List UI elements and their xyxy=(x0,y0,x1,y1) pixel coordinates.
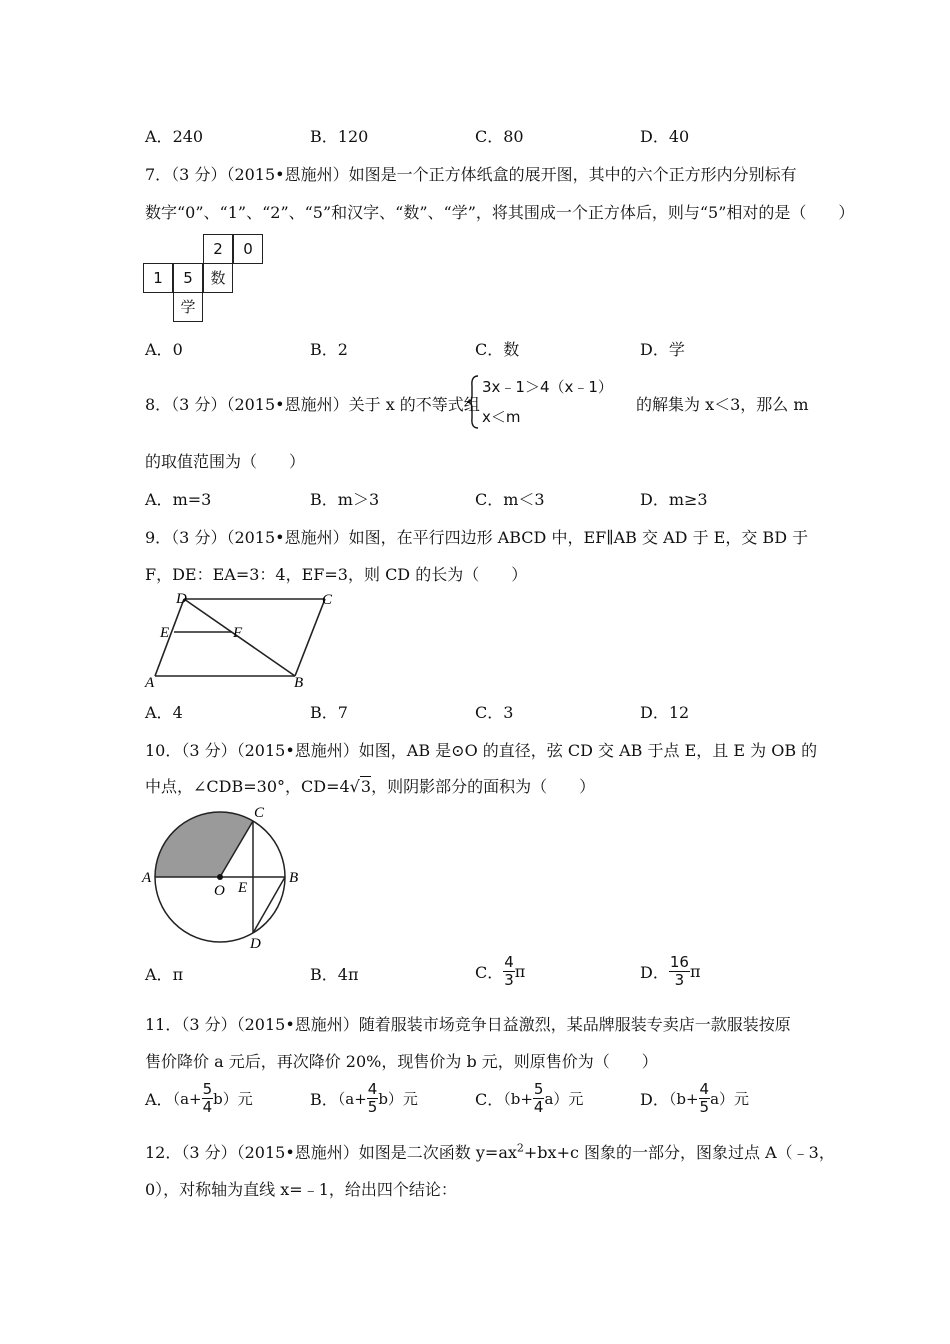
label-c: C xyxy=(254,805,265,821)
q9-option-a: A．4 xyxy=(145,703,183,722)
label-c: C xyxy=(322,592,333,608)
label-b: B xyxy=(294,675,304,691)
inequality-1: 3x﹣1＞4（x﹣1） xyxy=(482,378,613,396)
q6-option-b: B．120 xyxy=(310,127,369,146)
sqrt-radicand: 3 xyxy=(360,777,372,796)
q8-stem-suffix: 的解集为 x＜3，那么 m xyxy=(636,395,809,414)
q12-stem-line1: 12．（3 分）（2015•恩施州）如图是二次函数 $y=ax^2+bx+c$ 图象的一部分，图象过点 A（﹣3， xyxy=(145,1141,835,1162)
q8-option-d: D．m≥3 xyxy=(640,490,708,509)
net-cell-5: 5 xyxy=(173,263,203,293)
q9-option-d: D．12 xyxy=(640,703,690,722)
circle-figure xyxy=(140,800,310,955)
q7-option-a: A．0 xyxy=(145,340,183,359)
q9-stem-line2: F，DE：EA=3：4，EF=3，则 CD 的长为（ ） xyxy=(145,565,528,584)
q8-stem-prefix: 8．（3 分）（2015•恩施州）关于 x 的不等式组 xyxy=(145,395,480,414)
q8-option-c: C．m＜3 xyxy=(475,490,545,509)
q11-option-c: C．（b+ $\frac{5}{4}$ a）元 xyxy=(475,1080,584,1116)
label-b: B xyxy=(289,870,299,886)
q10-stem-line2: 中点，∠CDB=30°，CD=4√3，则阴影部分的面积为（ ） xyxy=(145,777,596,796)
label-e: E xyxy=(160,625,170,641)
q11-option-d: D．（b+ $\frac{4}{5}$ a）元 xyxy=(640,1080,750,1116)
inequality-brace xyxy=(466,374,480,430)
q6-option-a: A．240 xyxy=(145,127,204,146)
parallelogram-figure xyxy=(140,588,340,693)
q6-option-c: C．80 xyxy=(475,127,524,146)
q9-stem-line1: 9．（3 分）（2015•恩施州）如图，在平行四边形 ABCD 中，EF∥AB 交 AD 于 E，交 BD 于 xyxy=(145,528,809,547)
center-dot xyxy=(217,874,223,880)
q10-stem-line1: 10．（3 分）（2015•恩施州）如图，AB 是⊙O 的直径，弦 CD 交 AB 于点 E，且 E 为 OB 的 xyxy=(145,741,818,760)
label-e: E xyxy=(238,880,248,896)
net-cell-shu: 数 xyxy=(203,263,233,293)
q8-option-b: B．m＞3 xyxy=(310,490,380,509)
q12-stem-line2: 0），对称轴为直线 x=﹣1，给出四个结论： xyxy=(145,1180,457,1199)
q11-stem-line2: 售价降价 a 元后，再次降价 20%，现售价为 b 元，则原售价为（ ） xyxy=(145,1052,658,1071)
q11-option-a: A．（a+ $\frac{5}{4}$ b）元 xyxy=(145,1080,253,1116)
net-cell-xue: 学 xyxy=(173,292,203,322)
side-cb xyxy=(295,599,325,676)
q7-option-b: B．2 xyxy=(310,340,348,359)
q11-stem-line1: 11．（3 分）（2015•恩施州）随着服装市场竞争日益激烈，某品牌服装专卖店一款服装按原 xyxy=(145,1015,791,1034)
q11-option-b: B．（a+ $\frac{4}{5}$ b）元 xyxy=(310,1080,418,1116)
exponent: 2 xyxy=(516,1141,524,1155)
label-a: A xyxy=(145,675,155,691)
q7-option-d: D．学 xyxy=(640,340,685,359)
net-cell-2: 2 xyxy=(203,234,233,264)
label-f: F xyxy=(233,625,243,641)
q8-option-a: A．m=3 xyxy=(145,490,212,509)
segment-db xyxy=(253,877,285,933)
label-a: A xyxy=(142,870,152,886)
inequality-2: x＜m xyxy=(482,408,521,426)
label-o: O xyxy=(214,883,225,899)
q6-option-d: D．40 xyxy=(640,127,690,146)
q9-option-b: B．7 xyxy=(310,703,348,722)
q10-option-a: A．π xyxy=(145,965,184,984)
net-cell-1: 1 xyxy=(143,263,173,293)
q10-option-c: C． $\frac{4}{3}$ π xyxy=(475,953,526,989)
q7-stem-line1: 7．（3 分）（2015•恩施州）如图是一个正方体纸盒的展开图，其中的六个正方形内分别标有 xyxy=(145,165,797,184)
label-d: D xyxy=(250,936,261,952)
net-cell-0: 0 xyxy=(233,234,263,264)
q10-option-b: B．4π xyxy=(310,965,359,984)
q7-option-c: C．数 xyxy=(475,340,520,359)
q9-option-c: C．3 xyxy=(475,703,514,722)
q7-stem-line2: 数字“0”、“1”、“2”、“5”和汉字、“数”、“学”，将其围成一个正方体后，则与“5”相对的是（ ） xyxy=(145,203,855,222)
label-d: D xyxy=(176,591,187,607)
q8-stem-line2: 的取值范围为（ ） xyxy=(145,452,306,471)
q10-option-d: D． $\frac{16}{3}$ π xyxy=(640,953,701,989)
